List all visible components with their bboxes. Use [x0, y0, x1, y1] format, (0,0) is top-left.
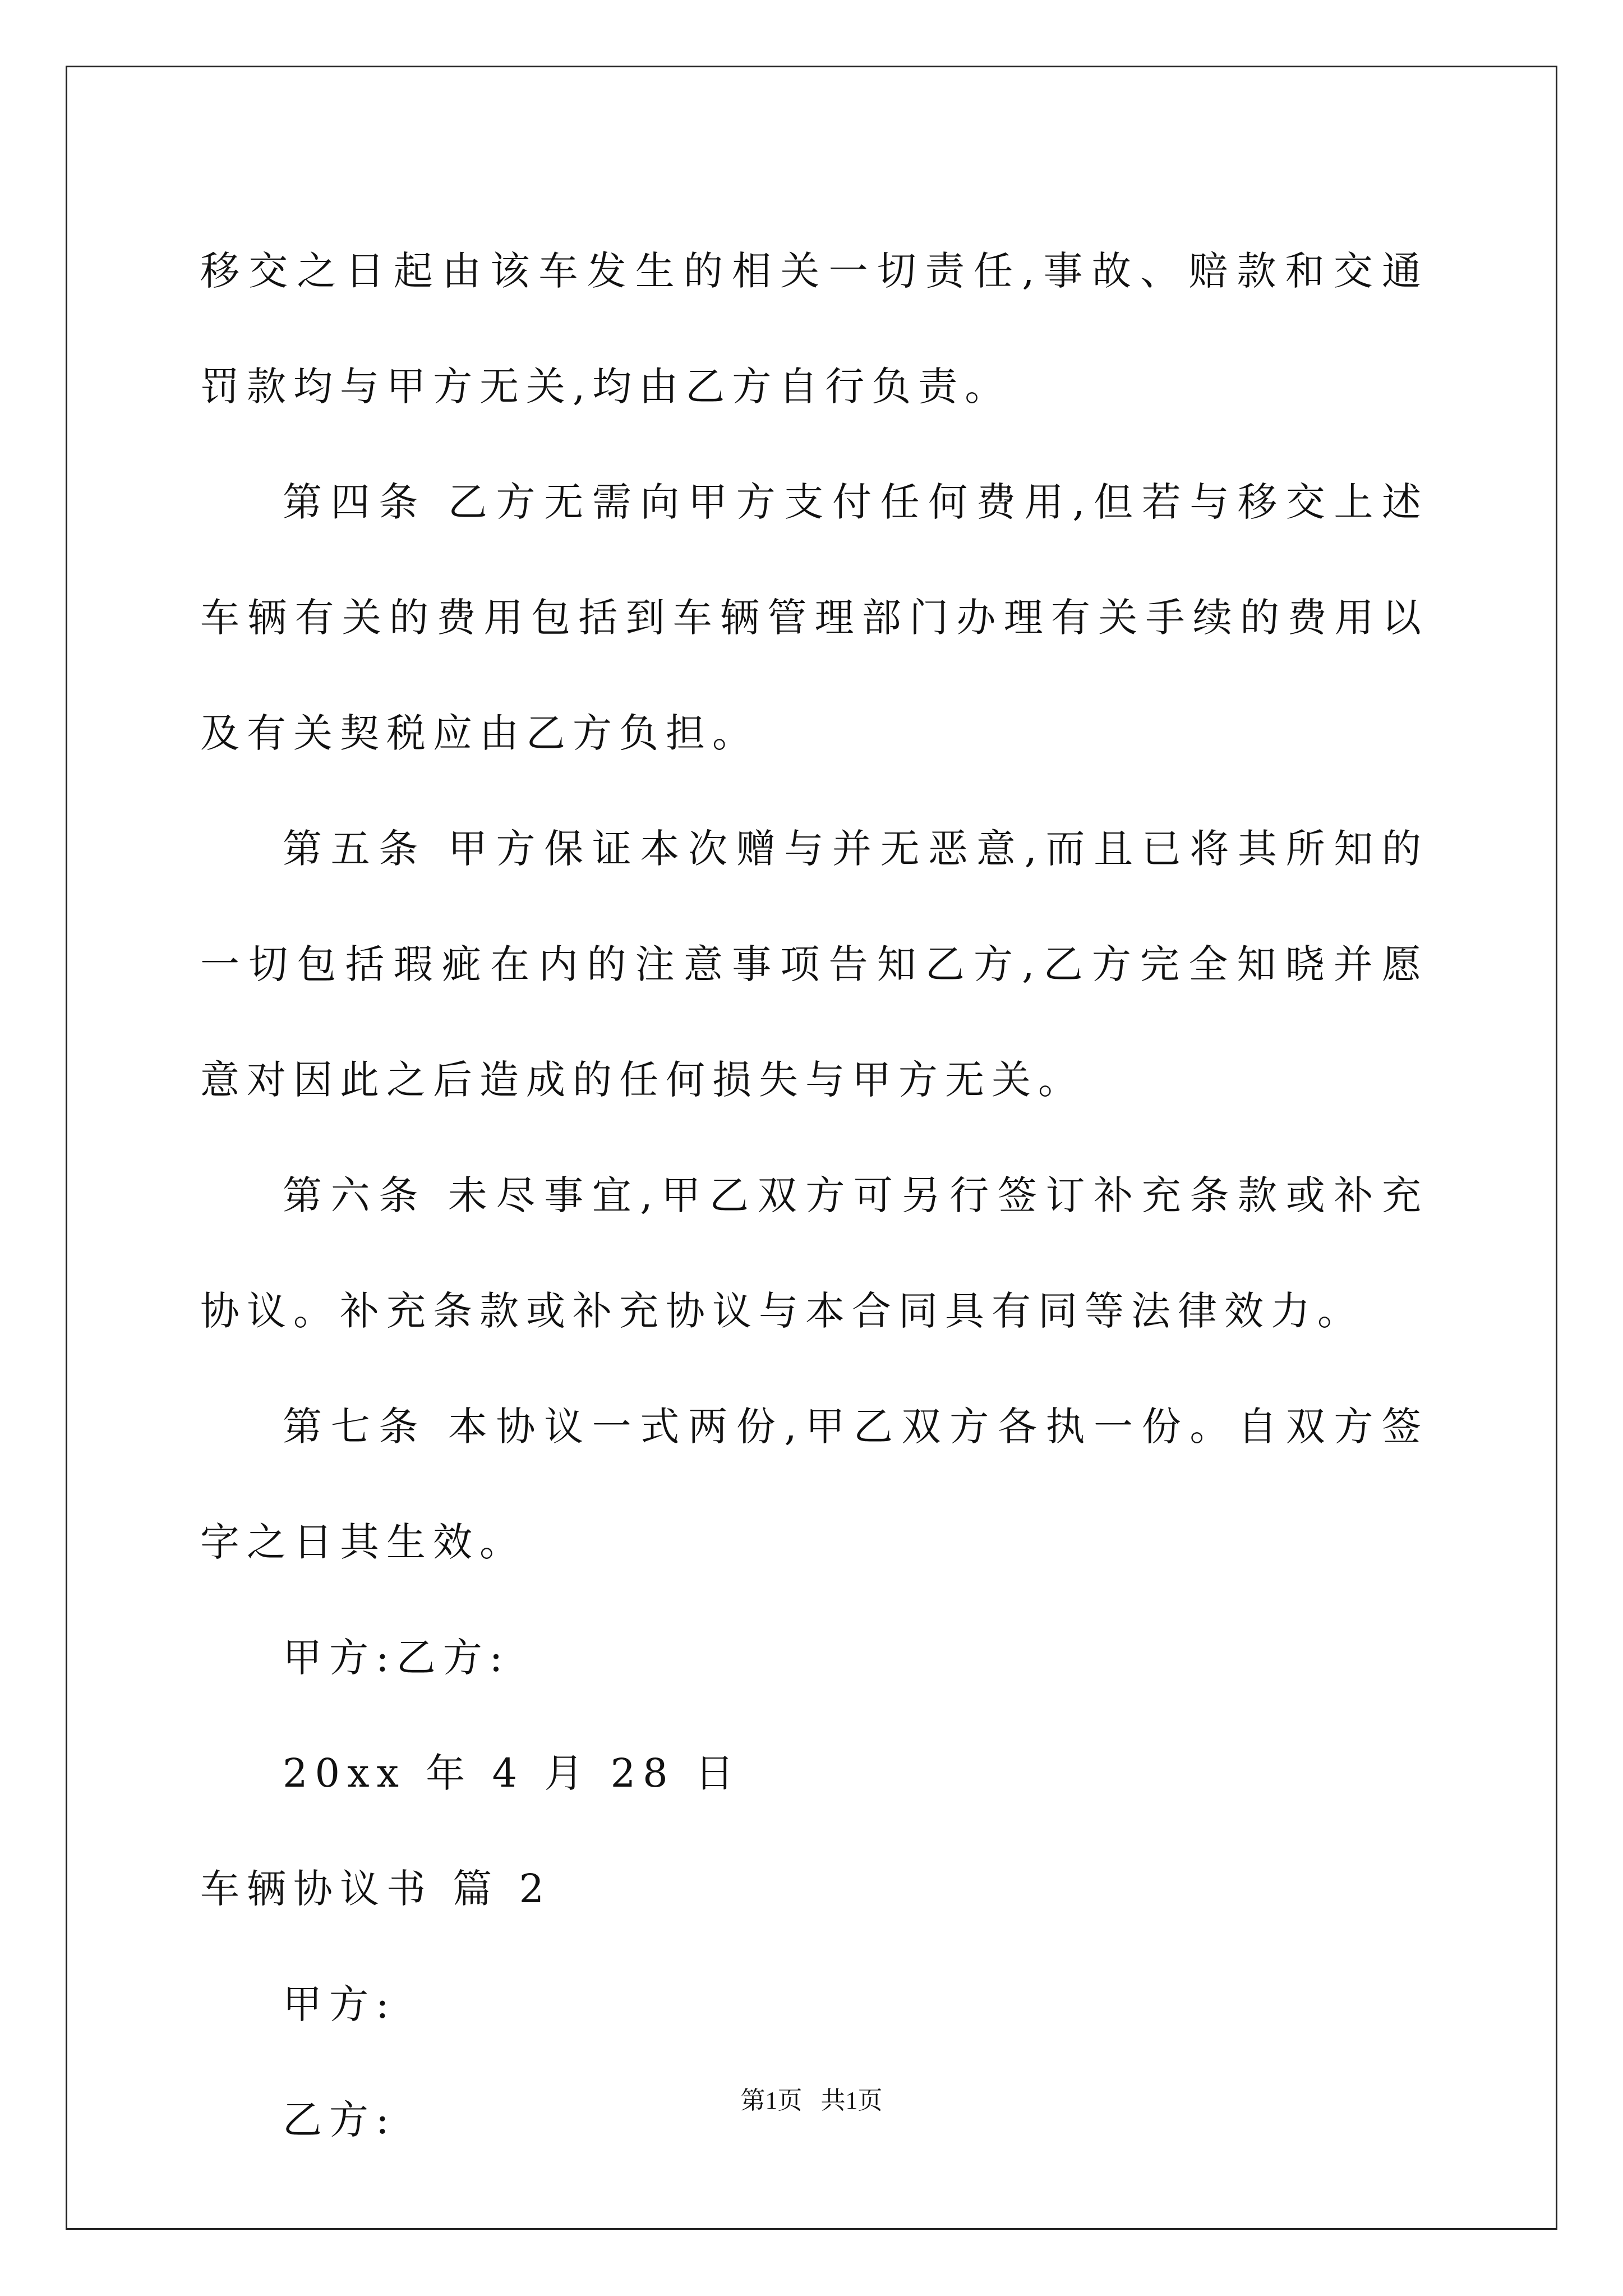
section-heading: 车辆协议书 篇 2	[200, 1866, 552, 1912]
article-6: 第六条 未尽事宜,甲乙双方可另行签订补充条款或补充协议。补充条款或补充协议与本合同具有同等法律效力。	[200, 1172, 1428, 1334]
party-b-label: 乙方:	[283, 2097, 396, 2143]
article-4: 第四条 乙方无需向甲方支付任何费用,但若与移交上述车辆有关的费用包括到车辆管理部门办理有关手续的费用以及有关契税应由乙方负担。	[200, 479, 1428, 756]
signature-date: 20xx 年 4 月 28 日	[283, 1750, 741, 1796]
paragraph-1: 移交之日起由该车发生的相关一切责任,事故、赔款和交通罚款均与甲方无关,均由乙方自行负责。	[200, 248, 1428, 409]
article-7: 第七条 本协议一式两份,甲乙双方各执一份。自双方签字之日其生效。	[200, 1404, 1428, 1565]
signature-parties: 甲方:乙方:	[283, 1635, 510, 1681]
document-body	[200, 213, 1428, 2178]
page-number: 第1页 共1页	[740, 2087, 883, 2114]
article-5: 第五条 甲方保证本次赠与并无恶意,而且已将其所知的一切包括瑕疵在内的注意事项告知乙方,乙方完全知晓并愿意对因此之后造成的任何损失与甲方无关。	[200, 826, 1428, 1103]
party-a-label: 甲方:	[283, 1981, 396, 2027]
